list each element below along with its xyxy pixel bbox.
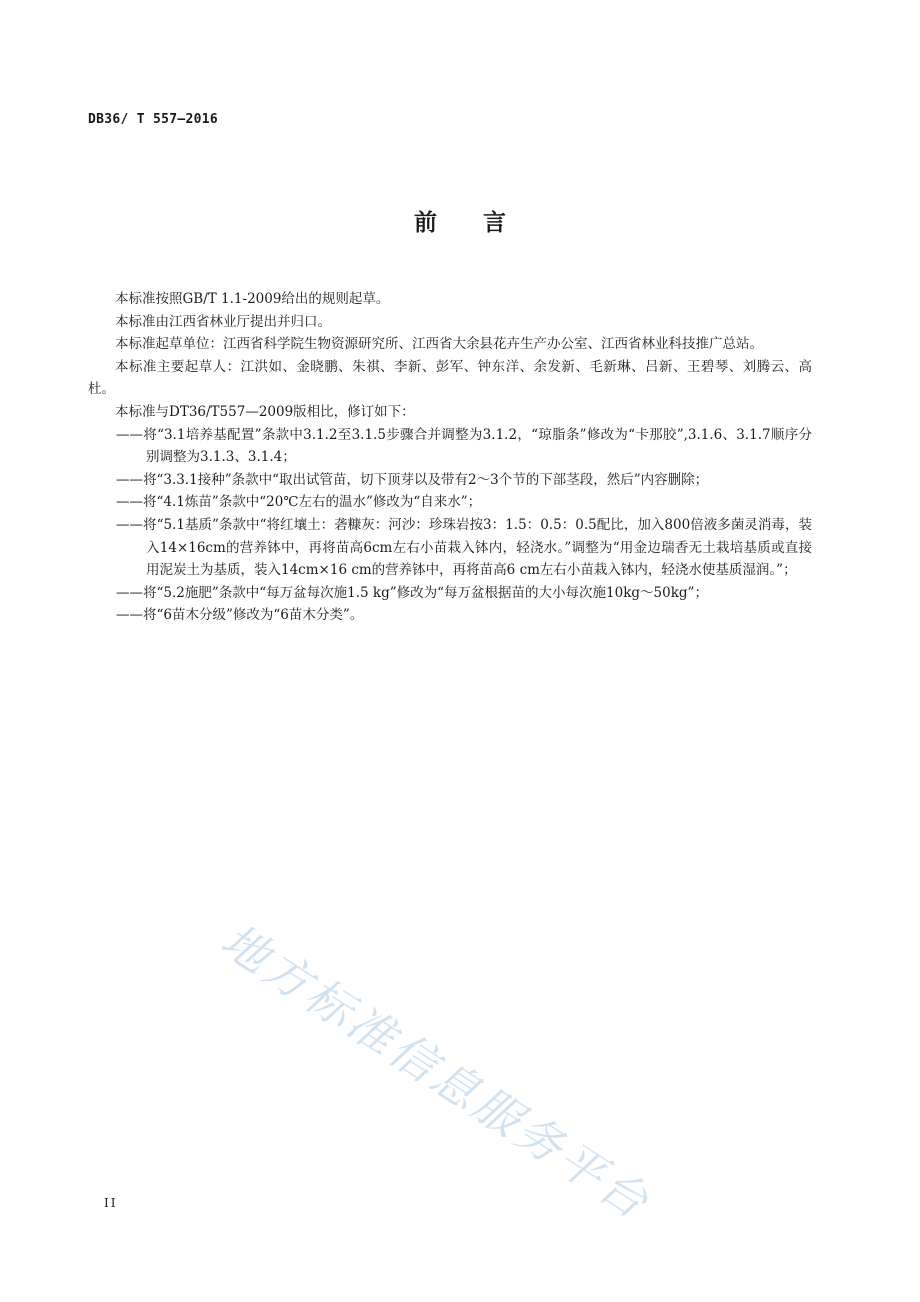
paragraph-drafting-rules: 本标准按照GB/T 1.1-2009给出的规则起草。 [115, 291, 390, 307]
page-number: II [104, 1196, 118, 1210]
paragraph-drafters: 本标准主要起草人：江洪如、金晓鹏、朱祺、李新、彭军、钟东洋、余发新、毛新琳、吕新、王碧琴、刘腾云、高杜。 [88, 358, 812, 398]
revision-item: ——将“5.1基质”条款中“将红壤土：砻糠灰：河沙：珍珠岩按3：1.5：0.5：0.5配比，加入800倍液多菌灵消毒，装入14×16cm的营养钵中，再将苗高6cm左右小苗栽入钵内，轻浇水。”调整为“用金边瑞香无土栽培基质或直接用泥炭土为基质，装入14cm×16 cm的营养钵中，再将苗高6 cm左右小苗栽入钵内，轻浇水使基质湿润。”； [116, 516, 812, 579]
paragraph-proposer: 本标准由江西省林业厅提出并归口。 [115, 313, 331, 330]
paragraph-revision-intro: 本标准与DT36/T557—2009版相比，修订如下： [115, 403, 415, 420]
paragraph-drafting-units: 本标准起草单位：江西省科学院生物资源研究所、江西省大余县花卉生产办公室、江西省林业科技推广总站。 [115, 336, 763, 353]
title-char-2: 言 [483, 210, 506, 236]
revision-item: ——将“6苗木分级”修改为“6苗木分类”。 [116, 607, 364, 624]
title-char-1: 前 [414, 210, 437, 236]
revision-item: ——将“5.2施肥”条款中“每万盆每次施1.5 kg”修改为“每万盆根据苗的大小每次施10kg～50kg”； [116, 584, 708, 601]
page-title [0, 204, 920, 237]
standard-code: DB36/ T 557—2016 [88, 112, 219, 127]
revision-item: ——将“4.1炼苗”条款中“20℃左右的温水”修改为“自来水”； [116, 494, 482, 511]
revision-item: ——将“3.3.1接种”条款中“取出试管苗，切下顶芽以及带有2～3个节的下部茎段，然后”内容删除； [116, 471, 709, 488]
document-body [88, 288, 812, 627]
watermark: 地方标准信息服务平台 [211, 912, 661, 1231]
revision-item: ——将“3.1培养基配置”条款中3.1.2至3.1.5步骤合并调整为3.1.2，“琼脂条”修改为“卡那胶”,3.1.6、3.1.7顺序分别调整为3.1.3、3.1.4； [116, 426, 812, 466]
